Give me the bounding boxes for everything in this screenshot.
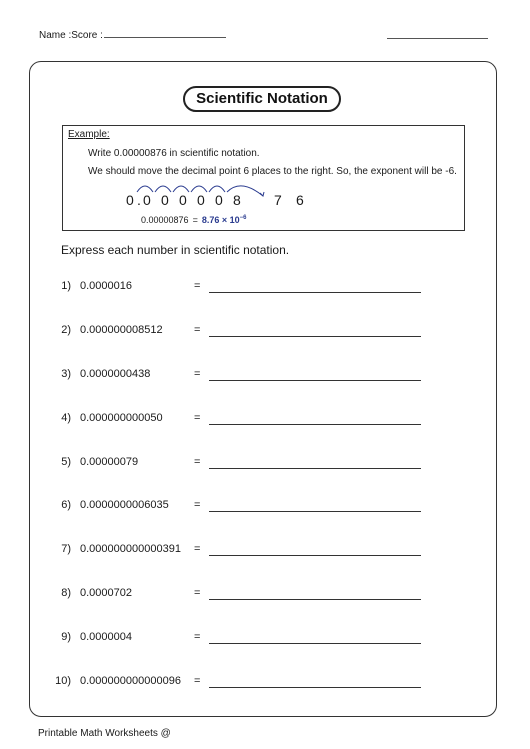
problem-row [0, 587, 530, 603]
example-result [141, 215, 246, 225]
problem-value: 0.0000000438 [80, 368, 151, 380]
problem-number: 3) [61, 368, 71, 380]
problem-value: 0.0000702 [80, 587, 132, 599]
problem-equals: = [194, 368, 201, 380]
problem-row [0, 280, 530, 296]
problem-value: 0.000000000000391 [80, 543, 181, 555]
problem-equals: = [194, 675, 201, 687]
example-digit: 0 [179, 192, 187, 208]
example-digit: 6 [296, 192, 304, 208]
example-digit: 0 [197, 192, 205, 208]
example-digit: . [137, 192, 141, 208]
problem-equals: = [194, 543, 201, 555]
problem-row [0, 675, 530, 691]
problem-row [0, 412, 530, 428]
problem-equals: = [194, 499, 201, 511]
name-answer-line[interactable] [104, 27, 226, 38]
example-label: Example: [68, 129, 110, 140]
problem-number: 6) [61, 499, 71, 511]
problem-row [0, 543, 530, 559]
page-title: Scientific Notation [183, 86, 341, 112]
answer-line[interactable] [209, 687, 421, 688]
problem-equals: = [194, 324, 201, 336]
answer-line[interactable] [209, 468, 421, 469]
problem-row [0, 456, 530, 472]
problem-number: 1) [61, 280, 71, 292]
problem-equals: = [194, 631, 201, 643]
problem-number: 9) [61, 631, 71, 643]
problem-value: 0.0000016 [80, 280, 132, 292]
problem-number: 2) [61, 324, 71, 336]
problem-row [0, 499, 530, 515]
problem-row [0, 368, 530, 384]
problem-equals: = [194, 456, 201, 468]
example-box [62, 125, 465, 231]
answer-line[interactable] [209, 643, 421, 644]
example-digit: 0 [215, 192, 223, 208]
worksheet-header [39, 27, 226, 41]
problem-value: 0.000000000050 [80, 412, 163, 424]
answer-line[interactable] [209, 380, 421, 381]
problem-number: 5) [61, 456, 71, 468]
answer-line[interactable] [209, 599, 421, 600]
problem-number: 8) [61, 587, 71, 599]
example-digit: 8 [233, 192, 241, 208]
answer-line[interactable] [209, 336, 421, 337]
score-answer-line[interactable] [387, 38, 488, 39]
problem-equals: = [194, 280, 201, 292]
example-digit: 0 [143, 192, 151, 208]
name-label: Name : [39, 30, 72, 41]
problem-row [0, 324, 530, 340]
answer-line[interactable] [209, 292, 421, 293]
answer-line[interactable] [209, 424, 421, 425]
problem-row [0, 631, 530, 647]
example-result-mantissa: 8.76 × 10 [201, 215, 240, 225]
example-result-exponent: −6 [239, 215, 247, 221]
problem-equals: = [194, 587, 201, 599]
score-label: Score : [71, 30, 103, 41]
problem-equals: = [194, 412, 201, 424]
problem-value: 0.000000000000096 [80, 675, 181, 687]
instruction-text: Express each number in scientific notation. [61, 243, 290, 257]
answer-line[interactable] [209, 555, 421, 556]
problem-value: 0.00000079 [80, 456, 139, 468]
example-result-value: 0.00000876 [141, 215, 189, 225]
problem-number: 7) [61, 543, 71, 555]
example-digit: 0 [126, 192, 134, 208]
problem-value: 0.0000000006035 [80, 499, 169, 511]
example-digit: 7 [274, 192, 282, 208]
problem-number: 10) [55, 675, 71, 687]
problem-value: 0.000000008512 [80, 324, 163, 336]
example-instruction: Write 0.00000876 in scientific notation. [88, 148, 260, 159]
example-result-equals: = [192, 215, 198, 225]
problem-value: 0.0000004 [80, 631, 132, 643]
footer-text: Printable Math Worksheets @ [38, 728, 171, 739]
problem-number: 4) [61, 412, 71, 424]
answer-line[interactable] [209, 511, 421, 512]
example-explanation: We should move the decimal point 6 places to the right. So, the exponent will be -6. [88, 166, 457, 177]
example-digit: 0 [161, 192, 169, 208]
